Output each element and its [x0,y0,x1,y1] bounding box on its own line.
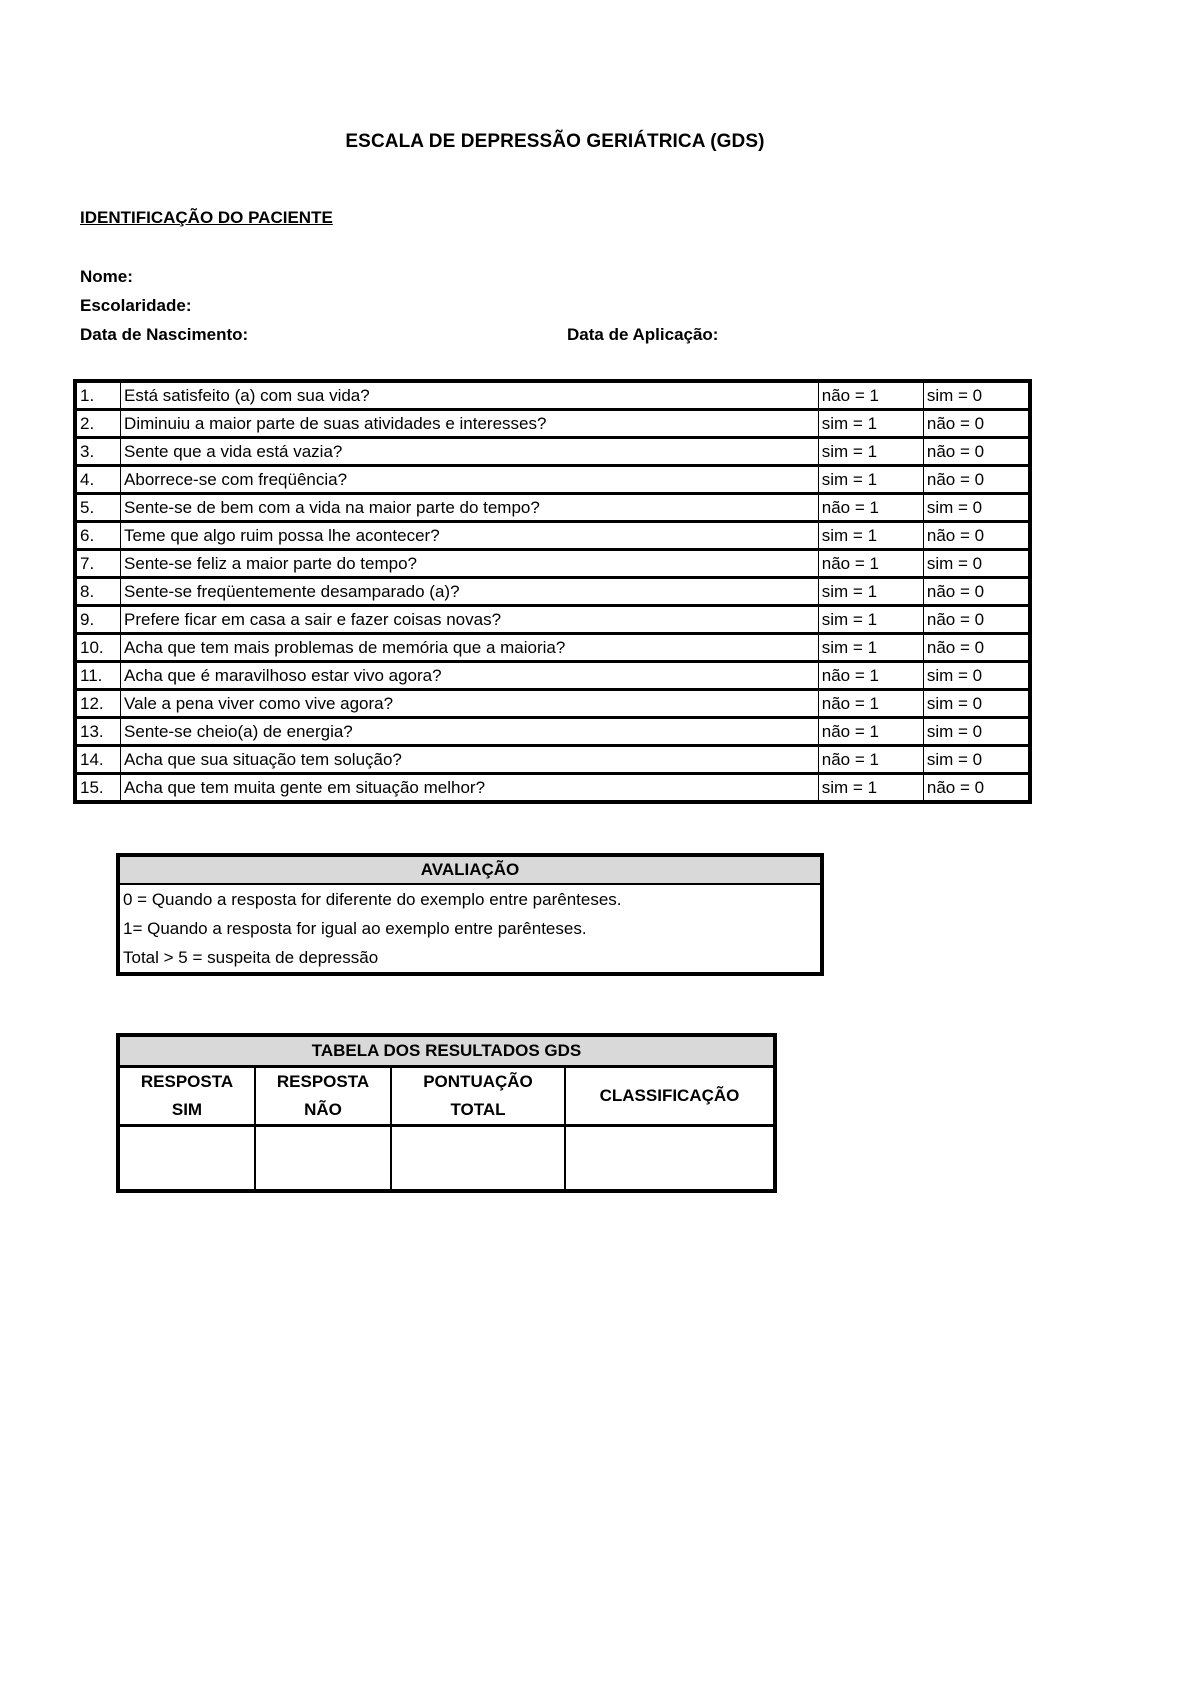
answer-option-a: sim = 1 [818,438,923,466]
answer-option-a: não = 1 [818,718,923,746]
application-date-label: Data de Aplicação: [567,325,719,344]
question-row [75,550,1030,578]
question-row [75,466,1030,494]
question-number: 14. [75,746,121,774]
answer-option-b: não = 0 [923,634,1030,662]
question-number: 2. [75,410,121,438]
question-text: Sente-se cheio(a) de energia? [121,718,819,746]
answer-option-b: sim = 0 [923,381,1030,410]
question-number: 5. [75,494,121,522]
answer-option-a: sim = 1 [818,774,923,803]
question-row [75,634,1030,662]
question-number: 11. [75,662,121,690]
answer-option-b: sim = 0 [923,494,1030,522]
question-number: 6. [75,522,121,550]
question-text: Aborrece-se com freqüência? [121,466,819,494]
answer-option-a: sim = 1 [818,522,923,550]
question-text: Acha que tem mais problemas de memória que a maioria? [121,634,819,662]
question-row [75,578,1030,606]
answer-option-a: sim = 1 [818,634,923,662]
column-header-line: TOTAL [450,1100,506,1119]
column-header-yes [118,1067,255,1126]
question-number: 3. [75,438,121,466]
question-row [75,746,1030,774]
question-text: Sente-se freqüentemente desamparado (a)? [121,578,819,606]
question-number: 15. [75,774,121,803]
evaluation-line: 1= Quando a resposta for igual ao exemplo entre parênteses. [123,918,587,938]
patient-section-heading: IDENTIFICAÇÃO DO PACIENTE [80,208,333,227]
column-header-line: CLASSIFICAÇÃO [599,1086,740,1105]
column-header-line: RESPOSTA [140,1072,234,1091]
answer-option-a: não = 1 [818,662,923,690]
column-header-line: SIM [171,1100,203,1119]
birth-date-label: Data de Nascimento: [80,325,249,344]
question-text: Diminuiu a maior parte de suas atividades e interesses? [121,410,819,438]
results-table-heading: TABELA DOS RESULTADOS GDS [118,1035,775,1067]
answer-option-b: não = 0 [923,606,1030,634]
question-row [75,662,1030,690]
question-row [75,410,1030,438]
question-number: 13. [75,718,121,746]
education-label: Escolaridade: [80,296,192,315]
question-number: 10. [75,634,121,662]
question-number: 7. [75,550,121,578]
question-text: Prefere ficar em casa a sair e fazer coisas novas? [121,606,819,634]
question-number: 8. [75,578,121,606]
result-cell-classification[interactable] [565,1126,775,1192]
results-table [116,1033,777,1193]
question-row [75,494,1030,522]
question-row [75,690,1030,718]
question-text: Sente-se de bem com a vida na maior parte do tempo? [121,494,819,522]
evaluation-line: Total > 5 = suspeita de depressão [123,947,379,967]
answer-option-b: não = 0 [923,578,1030,606]
question-text: Acha que tem muita gente em situação melhor? [121,774,819,803]
question-row [75,438,1030,466]
answer-option-b: sim = 0 [923,718,1030,746]
column-header-line: RESPOSTA [276,1072,370,1091]
result-cell-total[interactable] [391,1126,565,1192]
question-text: Acha que é maravilhoso estar vivo agora? [121,662,819,690]
question-row [75,381,1030,410]
question-row [75,718,1030,746]
document-title: ESCALA DE DEPRESSÃO GERIÁTRICA (GDS) [345,131,765,152]
name-label: Nome: [80,267,133,286]
column-header-classification [565,1067,775,1126]
evaluation-heading: AVALIAÇÃO [118,855,822,884]
answer-option-a: não = 1 [818,381,923,410]
question-row [75,774,1030,803]
answer-option-b: não = 0 [923,466,1030,494]
question-text: Teme que algo ruim possa lhe acontecer? [121,522,819,550]
question-text: Está satisfeito (a) com sua vida? [121,381,819,410]
answer-option-a: sim = 1 [818,410,923,438]
column-header-no [255,1067,391,1126]
answer-option-b: sim = 0 [923,746,1030,774]
question-number: 4. [75,466,121,494]
result-cell-yes[interactable] [118,1126,255,1192]
answer-option-a: sim = 1 [818,606,923,634]
answer-option-a: não = 1 [818,690,923,718]
question-text: Acha que sua situação tem solução? [121,746,819,774]
questions-table [73,379,1032,804]
answer-option-b: não = 0 [923,438,1030,466]
column-header-line: PONTUAÇÃO [423,1072,533,1091]
column-header-line: NÃO [304,1100,342,1119]
answer-option-b: sim = 0 [923,550,1030,578]
answer-option-a: não = 1 [818,746,923,774]
question-number: 1. [75,381,121,410]
question-text: Sente que a vida está vazia? [121,438,819,466]
answer-option-a: sim = 1 [818,466,923,494]
answer-option-a: não = 1 [818,550,923,578]
column-header-total-score [391,1067,565,1126]
evaluation-box [116,853,824,976]
question-text: Vale a pena viver como vive agora? [121,690,819,718]
result-cell-no[interactable] [255,1126,391,1192]
question-row [75,606,1030,634]
answer-option-b: não = 0 [923,522,1030,550]
answer-option-b: sim = 0 [923,690,1030,718]
evaluation-line: 0 = Quando a resposta for diferente do exemplo entre parênteses. [123,889,622,909]
answer-option-a: não = 1 [818,494,923,522]
answer-option-a: sim = 1 [818,578,923,606]
answer-option-b: não = 0 [923,410,1030,438]
answer-option-b: sim = 0 [923,662,1030,690]
question-number: 12. [75,690,121,718]
question-text: Sente-se feliz a maior parte do tempo? [121,550,819,578]
question-row [75,522,1030,550]
question-number: 9. [75,606,121,634]
answer-option-b: não = 0 [923,774,1030,803]
